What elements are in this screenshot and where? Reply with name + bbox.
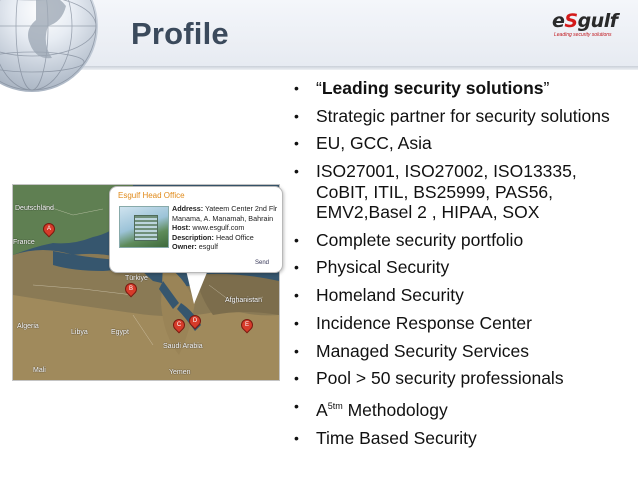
map-label-yemen: Yemen: [169, 369, 191, 376]
globe-graphic: [0, 0, 98, 92]
map-label-afghanistan: Afghanistan: [225, 297, 262, 304]
map-label-saudi-arabia: Saudi Arabia: [163, 343, 203, 350]
bullet-item: • Strategic partner for security solutions: [294, 105, 610, 126]
bullet-item: • “Leading security solutions”: [294, 78, 550, 98]
bullet-item: • Homeland Security: [294, 285, 464, 306]
map-label-deutschland: Deutschland: [15, 205, 54, 212]
office-building-photo: [119, 206, 169, 248]
map-label-turkiye: Türkiye: [125, 275, 148, 282]
bullet-item: • Physical Security: [294, 257, 450, 278]
bullet-item: • Time Based Security: [294, 427, 477, 448]
map-label-algeria: Algeria: [17, 323, 39, 330]
popup-send-link[interactable]: Send: [255, 260, 270, 266]
map-label-france: France: [13, 239, 35, 246]
popup-title: Esgulf Head Office: [118, 191, 185, 200]
map-info-popup: [109, 186, 283, 273]
bullet-item: • EU, GCC, Asia: [294, 133, 432, 154]
logo-wordmark: eSgulf: [552, 10, 618, 32]
map-label-libya: Libya: [71, 329, 88, 336]
popup-pointer: [186, 270, 208, 304]
bullet-item: • Incidence Response Center: [294, 312, 532, 333]
map-pin[interactable]: A: [41, 221, 58, 238]
bullet-item: • ISO27001, ISO27002, ISO13335, CoBIT, ITIL, BS25999, PAS56, EMV2,Basel 2 , HIPAA, SOX: [294, 161, 577, 223]
map-pin[interactable]: D: [187, 313, 204, 330]
bullet-item: • $A^{5tm}$ Methodology: [294, 397, 448, 420]
popup-details: Address: Yateem Center 2nd Flr Manama, A. Manamah, Bahrain Host: www.esgulf.com Description: Head Office Owner: esgulf: [172, 204, 278, 252]
map-label-egypt: Egypt: [111, 329, 129, 336]
profile-bullet-list: [292, 78, 622, 455]
map-pin[interactable]: B: [123, 281, 140, 298]
map-pin[interactable]: E: [239, 317, 256, 334]
logo-tagline: Leading security solutions: [554, 32, 612, 38]
bullet-item: • Managed Security Services: [294, 340, 530, 361]
esgulf-logo: [552, 10, 628, 46]
map-pin[interactable]: C: [171, 317, 188, 334]
bullet-item: • Pool > 50 security professionals: [294, 368, 564, 389]
map-label-mali: Mali: [33, 367, 46, 374]
slide-title: Profile: [131, 16, 229, 51]
bullet-item: • Complete security portfolio: [294, 229, 524, 250]
